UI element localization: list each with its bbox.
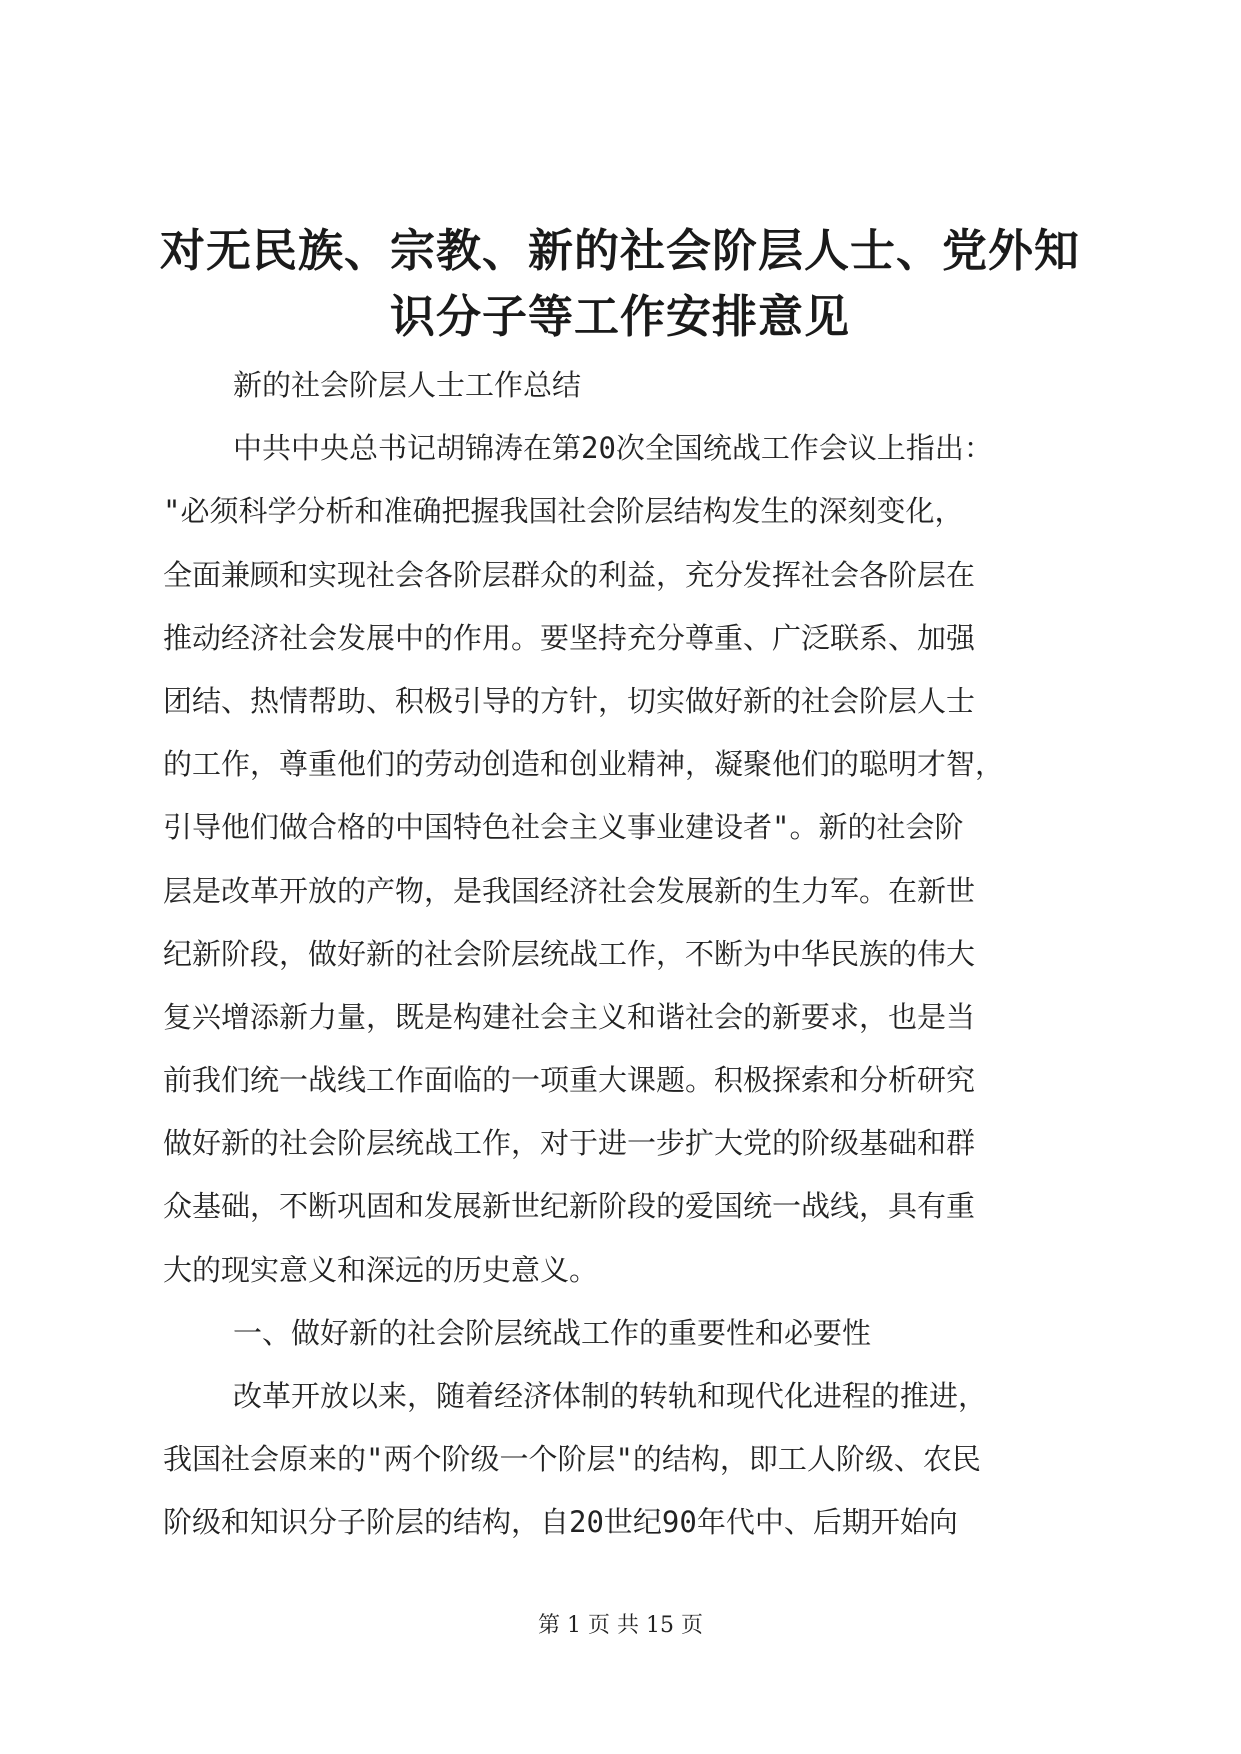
paragraph-line: "必须科学分析和准确把握我国社会阶层结构发生的深刻变化， xyxy=(163,494,964,529)
paragraph-line: 层是改革开放的产物，是我国经济社会发展新的生力军。在新世 xyxy=(163,873,976,908)
paragraph-line: 做好新的社会阶层统战工作，对于进一步扩大党的阶级基础和群 xyxy=(163,1126,976,1161)
paragraph-line: 大的现实意义和深远的历史意义。 xyxy=(163,1252,599,1287)
title-line-2: 识分子等工作安排意见 xyxy=(389,290,850,343)
paragraph-line: 改革开放以来，随着经济体制的转轨和现代化进程的推进， xyxy=(233,1379,988,1413)
paragraph-line: 众基础，不断巩固和发展新世纪新阶段的爱国统一战线，具有重 xyxy=(163,1189,976,1224)
paragraph-line: 纪新阶段，做好新的社会阶层统战工作，不断为中华民族的伟大 xyxy=(163,936,976,971)
paragraph-line: 我国社会原来的"两个阶级一个阶层"的结构，即工人阶级、农民 xyxy=(163,1442,981,1477)
section-heading: 一、做好新的社会阶层统战工作的重要性和必要性 xyxy=(233,1315,872,1350)
page-number-label: 第 1 页 共 15 页 xyxy=(538,1613,703,1638)
title-line-1: 对无民族、宗教、新的社会阶层人士、党外知 xyxy=(159,224,1080,277)
paragraph-line: 前我们统一战线工作面临的一项重大课题。积极探索和分析研究 xyxy=(163,1063,976,1098)
section-heading: 新的社会阶层人士工作总结 xyxy=(233,368,582,402)
document-body xyxy=(163,354,1083,1555)
paragraph-line: 推动经济社会发展中的作用。要坚持充分尊重、广泛联系、加强 xyxy=(163,620,976,655)
paragraph-line: 复兴增添新力量，既是构建社会主义和谐社会的新要求，也是当 xyxy=(163,999,976,1034)
paragraph-line: 的工作，尊重他们的劳动创造和创业精神，凝聚他们的聪明才智， xyxy=(163,747,1005,782)
paragraph-line: 阶级和知识分子阶层的结构，自20世纪90年代中、后期开始向 xyxy=(163,1505,958,1540)
document-title xyxy=(150,218,1090,350)
paragraph-line: 引导他们做合格的中国特色社会主义事业建设者"。新的社会阶 xyxy=(163,810,964,845)
paragraph-line: 中共中央总书记胡锦涛在第20次全国统战工作会议上指出： xyxy=(233,431,993,466)
page-footer xyxy=(0,1608,1241,1639)
paragraph-line: 团结、热情帮助、积极引导的方针，切实做好新的社会阶层人士 xyxy=(163,683,976,718)
paragraph-line: 全面兼顾和实现社会各阶层群众的利益，充分发挥社会各阶层在 xyxy=(163,557,976,592)
